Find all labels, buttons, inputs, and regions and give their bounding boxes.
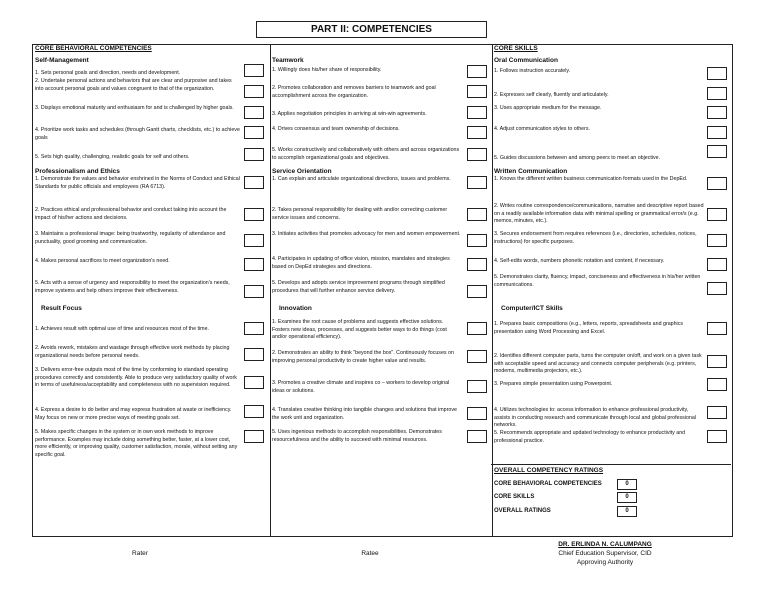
- wc-rating-2[interactable]: [707, 208, 727, 221]
- wc-rating-4[interactable]: [707, 258, 727, 271]
- rating-label-overall: OVERALL RATINGS: [494, 508, 551, 514]
- approver-name: DR. ERLINDA N. CALUMPANG: [558, 541, 652, 548]
- oc-item-3: 3. Uses appropriate medium for the message.: [494, 105, 602, 111]
- tw-rating-5[interactable]: [467, 148, 487, 161]
- pe-item-5: 5. Acts with a sense of urgency and responsibility to meet the organization's needs, improve systems and help others improve their effectiveness.: [35, 280, 230, 294]
- tw-item-3: 3. Applies negotiation principles in arriving at win-win agreements.: [272, 111, 427, 117]
- tw-rating-4[interactable]: [467, 126, 487, 139]
- sm-rating-3[interactable]: [244, 106, 264, 119]
- so-rating-4[interactable]: [467, 258, 487, 271]
- tw-item-2: 2. Promotes collaboration and removes barriers to teamwork and goal accomplishment across the organization.: [272, 85, 436, 99]
- rf-rating-4[interactable]: [244, 405, 264, 418]
- rating-value-core-skills: 0: [617, 492, 637, 503]
- tw-rating-1[interactable]: [467, 65, 487, 78]
- pe-item-4: 4. Makes personal sacrifices to meet organization's need.: [35, 258, 170, 264]
- oral-title: Oral Communication: [494, 57, 558, 64]
- rf-item-3: 3. Delivers error-free outputs most of the time by conforming to standard operating procedures correctly and consistently. Able to produce very satisfactory quality of work in terms of usefulness/acceptability and completeness with no supervision required.: [35, 367, 237, 389]
- oc-rating-3[interactable]: [707, 106, 727, 119]
- in-item-5: 5. Uses ingenious methods to accomplish responsibilities. Demonstrates resourcefulness and the ability to succeed with minimal resources.: [272, 429, 442, 443]
- oc-rating-4[interactable]: [707, 126, 727, 139]
- wc-item-3: 3. Secures endorsement from requires references (i.e., directories, schedules, notices, instructions) for specific purposes.: [494, 231, 697, 245]
- rf-rating-5[interactable]: [244, 430, 264, 443]
- ict-rating-2[interactable]: [707, 355, 727, 368]
- core-skills-header: CORE SKILLS: [494, 45, 538, 52]
- wc-item-5: 5. Demonstrates clarity, fluency, impact, conciseness and effectiveness in his/her written communications.: [494, 274, 701, 288]
- sm-item-1: 1. Sets personal goals and direction, needs and development.: [35, 70, 181, 76]
- oc-item-1: 1. Follows instruction accurately.: [494, 68, 571, 74]
- sm-item-2: 2. Undertake personal actions and behaviors that are clear and purposive and takes into account personal goals and values congruent to that of the organization.: [35, 78, 232, 92]
- tw-item-5: 5. Works constructively and collaboratively with others and across organizations to accomplish organizational goals and objectives.: [272, 147, 460, 161]
- wc-item-1: 1. Knows the different written business communication formats used in the DepEd.: [494, 176, 688, 182]
- in-item-2: 2. Demonstrates an ability to think "beyond the box". Continuously focuses on improving personal productivity to create higher value and results.: [272, 350, 454, 364]
- ict-rating-5[interactable]: [707, 430, 727, 443]
- oc-rating-1[interactable]: [707, 67, 727, 80]
- in-rating-1[interactable]: [467, 322, 487, 335]
- pe-rating-4[interactable]: [244, 258, 264, 271]
- tw-item-4: 4. Drives consensus and team ownership of decisions.: [272, 126, 400, 132]
- in-item-4: 4. Translates creative thinking into tangible changes and solutions that improve the work unit and organization.: [272, 407, 457, 421]
- so-item-5: 5. Develops and adopts service improvement programs through simplified procedures that will further enhance service delivery.: [272, 280, 445, 294]
- pe-item-3: 3. Maintains a professional image: being trustworthy, regularity of attendance and punctuality, good grooming and communication.: [35, 231, 226, 245]
- rating-value-behavioral: 0: [617, 479, 637, 490]
- approver-title: Chief Education Supervisor, CID: [558, 550, 652, 557]
- behavioral-header: CORE BEHAVIORAL COMPETENCIES: [35, 45, 152, 52]
- so-item-1: 1. Can explain and articulate organizational directions, issues and problems.: [272, 176, 451, 182]
- oc-item-2: 2. Expresses self clearly, fluently and articulately.: [494, 92, 609, 98]
- oc-rating-5[interactable]: [707, 145, 727, 158]
- ict-rating-1[interactable]: [707, 322, 727, 335]
- behavioral-column: [33, 45, 268, 536]
- sm-rating-4[interactable]: [244, 126, 264, 139]
- tw-rating-3[interactable]: [467, 106, 487, 119]
- wc-item-2: 2. Writes routine correspondence/communications, narrative and descriptive report based on a readily available information data with minimal spelling or grammatical error/s (e.g. memos, minutes, etc.).: [494, 203, 704, 225]
- so-item-4: 4. Participates in updating of office vision, mission, mandates and strategies based on DepEd strategies and directions.: [272, 256, 450, 270]
- sm-item-5: 5. Sets high quality, challenging, realistic goals for self and others.: [35, 154, 190, 160]
- wc-item-4: 4. Self-edits words, numbers phonetic notation and content, if necessary.: [494, 258, 665, 264]
- ict-rating-3[interactable]: [707, 378, 727, 391]
- ratings-divider: [491, 464, 731, 465]
- wc-rating-3[interactable]: [707, 234, 727, 247]
- rating-value-overall: 0: [617, 506, 637, 517]
- result-focus-title: Result Focus: [41, 305, 82, 312]
- in-rating-4[interactable]: [467, 407, 487, 420]
- innovation-title: Innovation: [279, 305, 312, 312]
- sm-rating-2[interactable]: [244, 85, 264, 98]
- in-rating-5[interactable]: [467, 430, 487, 443]
- so-item-3: 3. Initiates activities that promotes advocacy for men and women empowerment.: [272, 231, 461, 237]
- rf-item-4: 4. Express a desire to do better and may express frustration at waste or inefficiency. May focus on new or more precise ways of meeting goals set.: [35, 407, 232, 421]
- teamwork-title: Teamwork: [272, 57, 304, 64]
- so-rating-2[interactable]: [467, 208, 487, 221]
- pe-item-1: 1. Demonstrate the values and behavior enshrined in the Norms of Conduct and Ethical Standards for public officials and employees (RA 6713).: [35, 176, 240, 190]
- teamwork-column: [270, 45, 492, 536]
- in-item-1: 1. Examines the root cause of problems and suggests effective solutions. Fosters new ideas, processes, and suggests better ways to do things (cost and/or operational efficiency).: [272, 319, 447, 341]
- pe-rating-2[interactable]: [244, 208, 264, 221]
- overall-ratings-header: OVERALL COMPETENCY RATINGS: [494, 467, 604, 474]
- in-rating-3[interactable]: [467, 380, 487, 393]
- in-item-3: 3. Promotes a creative climate and inspires co – workers to develop original ideas or solutions.: [272, 380, 450, 394]
- self-management-title: Self-Management: [35, 57, 89, 64]
- rating-label-core-skills: CORE SKILLS: [494, 494, 535, 500]
- pe-item-2: 2. Practices ethical and professional behavior and conduct taking into account the impact of his/her actions and decisions.: [35, 207, 227, 221]
- service-title: Service Orientation: [272, 168, 332, 175]
- rf-item-1: 1. Achieves result with optimal use of time and resources most of the time.: [35, 326, 209, 332]
- rf-item-2: 2. Avoids rework, mistakes and wastage through effective work methods by placing organizational needs before personal needs.: [35, 345, 230, 359]
- oc-item-4: 4. Adjust communication styles to others.: [494, 126, 590, 132]
- sm-rating-1[interactable]: [244, 64, 264, 77]
- ict-rating-4[interactable]: [707, 406, 727, 419]
- ratee-label: Ratee: [361, 550, 379, 557]
- approver-role: Approving Authority: [576, 559, 634, 566]
- rf-rating-1[interactable]: [244, 322, 264, 335]
- rater-label: Rater: [132, 550, 148, 557]
- rf-rating-3[interactable]: [244, 376, 264, 389]
- pe-rating-1[interactable]: [244, 176, 264, 189]
- oc-rating-2[interactable]: [707, 87, 727, 100]
- oc-item-5: 5. Guides discussions between and among peers to meet an objective.: [494, 155, 661, 161]
- core-skills-column: [492, 45, 733, 536]
- wc-rating-5[interactable]: [707, 282, 727, 295]
- wc-rating-1[interactable]: [707, 177, 727, 190]
- sm-item-4: 4. Prioritize work tasks and schedules (through Gantt charts, checklists, etc.) to achieve goals: [35, 127, 240, 141]
- ict-item-3: 3. Prepares simple presentation using Powerpoint.: [494, 381, 613, 387]
- ict-item-4: 4. Utilizes technologies to: access information to enhance professional productivity, assists in conducting research and communicate through local and global professional networks.: [494, 407, 696, 429]
- written-title: Written Communication: [494, 168, 568, 175]
- so-rating-5[interactable]: [467, 285, 487, 298]
- pe-rating-5[interactable]: [244, 285, 264, 298]
- page-title: PART II: COMPETENCIES: [256, 21, 487, 38]
- computer-title: Computer/ICT Skills: [501, 305, 563, 312]
- rf-rating-2[interactable]: [244, 348, 264, 361]
- sm-item-3: 3. Displays emotional maturity and enthusiasm for and is challenged by higher goals.: [35, 105, 234, 111]
- so-item-2: 2. Takes personal responsibility for dealing with and/or correcting customer service issues and concerns.: [272, 207, 448, 221]
- pe-rating-3[interactable]: [244, 234, 264, 247]
- rating-label-behavioral: CORE BEHAVIORAL COMPETENCIES: [494, 481, 602, 487]
- professionalism-title: Professionalism and Ethics: [35, 168, 120, 175]
- rf-item-5: 5. Makes specific changes in the system or in own work methods to improve performance. Examples may include doing something better, faster, at a lower cost, more efficiently, or improving quality, customer satisfaction, morale, without setting any specific goal.: [35, 429, 238, 458]
- sm-rating-5[interactable]: [244, 148, 264, 161]
- so-rating-1[interactable]: [467, 176, 487, 189]
- tw-item-1: 1. Willingly does his/her share of responsibility.: [272, 67, 382, 73]
- in-rating-2[interactable]: [467, 350, 487, 363]
- ict-item-5: 5. Recommends appropriate and updated technology to enhance productivity and professional practice.: [494, 430, 686, 444]
- ict-item-1: 1. Prepares basic compositions (e.g., letters, reports, spreadsheets and graphics presentation using Word Processing and Excel.: [494, 321, 684, 335]
- so-rating-3[interactable]: [467, 234, 487, 247]
- ict-item-2: 2. Identifies different computer parts, turns the computer on/off, and work on a given task with acceptable speed and accuracy and connects computer peripherals (e.g. printers, modems, multimedia projectors, etc.).: [494, 353, 702, 375]
- tw-rating-2[interactable]: [467, 85, 487, 98]
